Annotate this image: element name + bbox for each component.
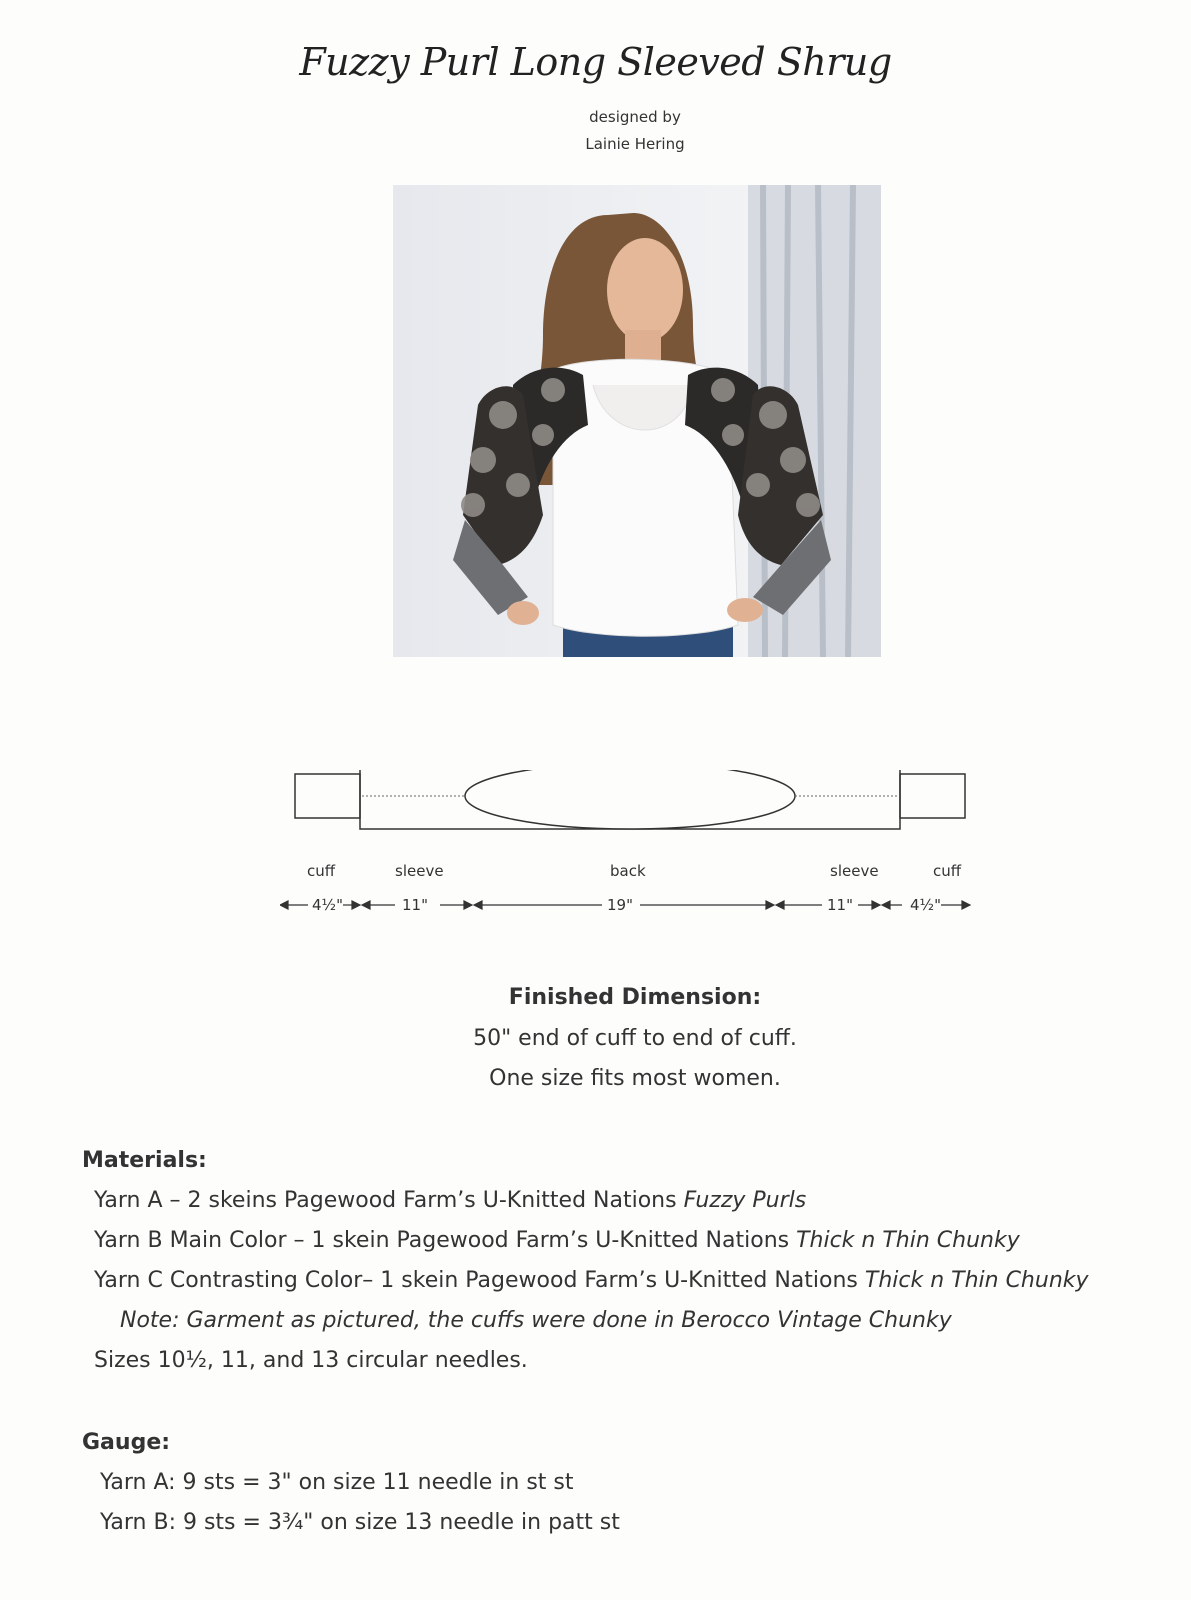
model-photo	[393, 185, 881, 657]
measure-back: 19"	[607, 896, 633, 914]
yarn-b-text: Yarn B Main Color – 1 skein Pagewood Farm’s U-Knitted Nations	[94, 1228, 797, 1253]
designed-by-label: designed by	[589, 108, 681, 126]
materials-yarn-a	[94, 1188, 806, 1213]
label-sleeve-left: sleeve	[395, 862, 444, 880]
label-cuff-right: cuff	[933, 862, 962, 880]
materials-yarn-c	[94, 1268, 1089, 1293]
label-sleeve-right: sleeve	[830, 862, 879, 880]
shrug-diagram	[280, 770, 1000, 930]
materials-needles: Sizes 10½, 11, and 13 circular needles.	[94, 1348, 528, 1373]
finished-dimension-heading: Finished Dimension:	[508, 985, 762, 1010]
measure-cuff-right: 4½"	[910, 896, 941, 914]
measure-sleeve-left: 11"	[402, 896, 428, 914]
yarn-c-name: Thick n Thin Chunky	[864, 1268, 1089, 1293]
yarn-b-name: Thick n Thin Chunky	[796, 1228, 1020, 1253]
gauge-yarn-b: Yarn B: 9 sts = 3¾" on size 13 needle in patt st	[100, 1510, 620, 1535]
designer-name: Lainie Hering	[585, 135, 685, 153]
label-cuff-left: cuff	[307, 862, 336, 880]
materials-yarn-b	[94, 1228, 1020, 1253]
gauge-yarn-a: Yarn A: 9 sts = 3" on size 11 needle in st st	[100, 1470, 574, 1495]
finished-dimension-length: 50" end of cuff to end of cuff.	[473, 1026, 797, 1051]
finished-dimension-size: One size fits most women.	[489, 1066, 781, 1091]
pattern-title: Fuzzy Purl Long Sleeved Shrug	[299, 40, 892, 84]
yarn-a-name: Fuzzy Purls	[683, 1188, 807, 1213]
measure-sleeve-right: 11"	[827, 896, 853, 914]
label-back: back	[610, 862, 646, 880]
materials-heading: Materials:	[82, 1148, 207, 1173]
measure-cuff-left: 4½"	[312, 896, 343, 914]
yarn-a-text: Yarn A – 2 skeins Pagewood Farm’s U-Knitted Nations	[94, 1188, 684, 1213]
yarn-c-text: Yarn C Contrasting Color– 1 skein Pagewood Farm’s U-Knitted Nations	[94, 1268, 865, 1293]
materials-note: Note: Garment as pictured, the cuffs were done in Berocco Vintage Chunky	[120, 1308, 952, 1333]
gauge-heading: Gauge:	[82, 1430, 171, 1455]
